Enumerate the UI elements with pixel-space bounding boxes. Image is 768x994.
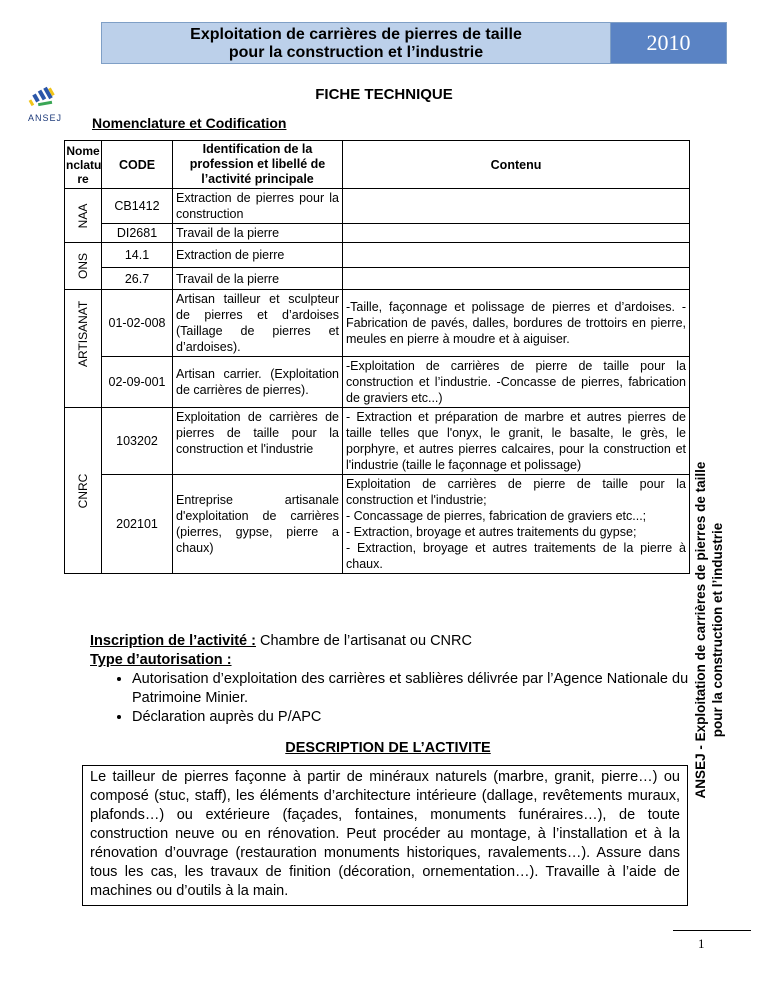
contenu-cell (343, 475, 690, 574)
contenu-cell: - Extraction et préparation de marbre et autres pierres de taille telles que l'onyx, le granit, le basalte, le grès, le porphyre, et autres pierres calcaires, pour la construction et l'industrie (taille le façonnage et polissage) (343, 408, 690, 475)
header-nomenclature: Nome nclatu re (65, 141, 102, 189)
contenu-cell (343, 243, 690, 268)
autorisation-list (90, 670, 690, 727)
identification-cell: Travail de la pierre (173, 268, 343, 290)
header-year: 2010 (611, 23, 726, 63)
inscription-value: Chambre de l’artisanat ou CNRC (255, 633, 472, 649)
identification-cell: Artisan tailleur et sculpteur de pierres et d’ardoises (Taillage de pierres et d’ardoises). (173, 290, 343, 357)
table-row (65, 224, 690, 243)
table-row (65, 357, 690, 408)
table-row (65, 475, 690, 574)
header-title-line2: pour la construction et l’industrie (228, 44, 484, 61)
sidebar-line1: ANSEJ - Exploitation de carrières de pierres de taille (693, 461, 708, 799)
category-artisanat: ARTISANAT (65, 290, 102, 408)
table-header-row (65, 141, 690, 189)
nomenclature-title: Nomenclature et Codification (92, 115, 287, 131)
identification-cell: Artisan carrier. (Exploitation de carrières de pierres). (173, 357, 343, 408)
table-row (65, 268, 690, 290)
header-contenu: Contenu (343, 141, 690, 189)
document-header (101, 22, 727, 64)
category-naa: NAA (65, 189, 102, 243)
vertical-sidebar (692, 420, 752, 840)
contenu-line: - Extraction, broyage et autres traitements du gypse; (346, 525, 637, 539)
sidebar-line2: pour la construction et l’industrie (710, 522, 725, 738)
identification-cell: Extraction de pierres pour la construction (173, 189, 343, 224)
code-cell: DI2681 (102, 224, 173, 243)
list-item: • Autorisation d’exploitation des carrières et sablières délivrée par l’Agence Nationale du Patrimoine Minier. (132, 670, 690, 708)
contenu-cell (343, 189, 690, 224)
inscription-line (90, 632, 690, 651)
code-cell: 02-09-001 (102, 357, 173, 408)
code-cell: 202101 (102, 475, 173, 574)
header-title-line1: Exploitation de carrières de pierres de taille (190, 26, 522, 43)
sidebar-text (692, 420, 752, 840)
table-row (65, 189, 690, 224)
contenu-cell (343, 224, 690, 243)
table-row (65, 243, 690, 268)
contenu-line: - Extraction, broyage et autres traitements de la pierre à chaux. (346, 541, 686, 571)
header-title (102, 23, 611, 63)
code-cell: 14.1 (102, 243, 173, 268)
category-ons: ONS (65, 243, 102, 290)
identification-cell: Entreprise artisanale d'exploitation de carrières (pierres, gypse, pierre a chaux) (173, 475, 343, 574)
page-number-rule (673, 930, 751, 931)
identification-cell: Travail de la pierre (173, 224, 343, 243)
table-row (65, 290, 690, 357)
contenu-line: Exploitation de carrières de pierre de taille pour la construction et l'industrie; (346, 477, 686, 507)
identification-cell: Exploitation de carrières de pierres de taille pour la construction et l'industrie (173, 408, 343, 475)
code-cell: 01-02-008 (102, 290, 173, 357)
header-identification: Identification de la profession et libellé de l’activité principale (173, 141, 343, 189)
inscription-label: Inscription de l’activité : (90, 633, 256, 649)
identification-cell: Extraction de pierre (173, 243, 343, 268)
contenu-line: - Concassage de pierres, fabrication de graviers etc...; (346, 509, 647, 523)
nomenclature-table (64, 140, 690, 574)
contenu-cell: -Exploitation de carrières de pierre de taille pour la construction et l’industrie. -Concasse de pierres, fabrication de graviers etc...) (343, 357, 690, 408)
page-number: 1 (698, 936, 705, 951)
inscription-section (90, 632, 690, 727)
code-cell: 103202 (102, 408, 173, 475)
list-item: • Déclaration auprès du P/APC (132, 708, 690, 727)
header-code: CODE (102, 141, 173, 189)
logo-text: ANSEJ (27, 113, 62, 123)
description-title: DESCRIPTION DE L’ACTIVITE (285, 740, 491, 756)
description-box: Le tailleur de pierres façonne à partir de minéraux naturels (marbre, granit, pierre…) ou composé (stuc, staff), les éléments d’architecture intérieure (dallage, revêtements muraux, plafonds…) ou extérieure (façades, fontaines, monuments funéraires…), de toute construction neuve ou en rénovation. Peut procéder au montage, à l’installation et à la rénovation d’ouvrage (restauration monuments historiques, ravalements…). Assure dans tous les cas, les travaux de finition (décoration, ornementation…). Travaille à l’aide de machines ou d’outils à la main. (82, 765, 688, 906)
autorisation-label: Type d’autorisation : (90, 652, 232, 668)
category-cnrc: CNRC (65, 408, 102, 574)
table-row (65, 408, 690, 475)
contenu-cell (343, 268, 690, 290)
fiche-title: FICHE TECHNIQUE (315, 86, 453, 103)
code-cell: 26.7 (102, 268, 173, 290)
code-cell: CB1412 (102, 189, 173, 224)
contenu-cell: -Taille, façonnage et polissage de pierres et d’ardoises. -Fabrication de pavés, dalles, bordures de trottoirs en pierre, meules en pierre à moudre et à aiguiser. (343, 290, 690, 357)
